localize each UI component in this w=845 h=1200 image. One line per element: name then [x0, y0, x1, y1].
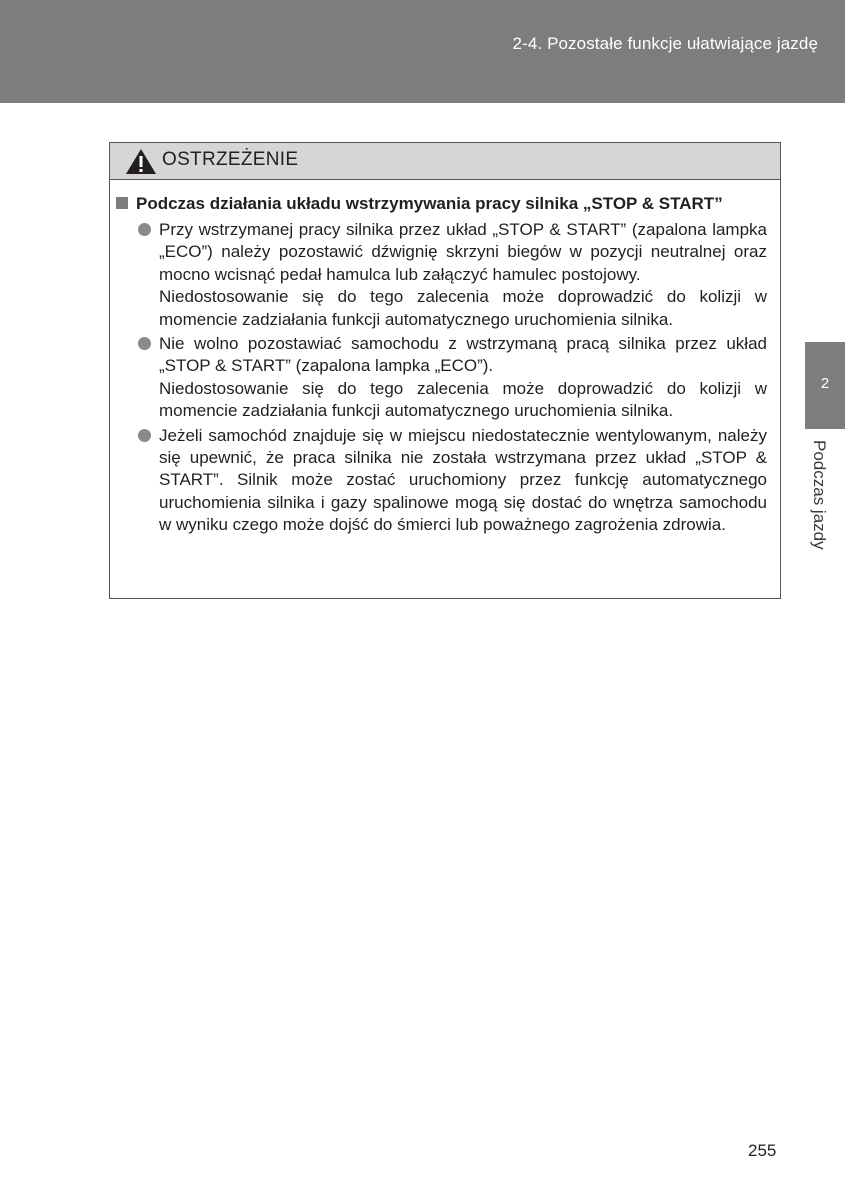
list-item-text: Jeżeli samochód znajduje się w miejscu niedostatecznie wentylowanym, należy się upewnić, że praca silnika nie została wstrzymana przez układ „STOP & START”. Silnik może zostać uruchomiony przez funkcję automatycznego uruchomienia silnika i gazy spalinowe mogą się dostać do wnętrza samochodu w wyniku czego może dojść do śmierci lub poważnego zagrożenia zdrowia.	[159, 425, 767, 535]
chapter-label: Podczas jazdy	[810, 440, 829, 550]
square-bullet-icon	[116, 197, 128, 209]
bullet-dot-icon	[138, 337, 151, 350]
list-item-text: Nie wolno pozostawiać samochodu z wstrzymaną pracą silnika przez układ „STOP & START” (zapalona lampka „ECO”).	[159, 334, 767, 376]
warning-title: OSTRZEŻENIE	[162, 149, 299, 170]
list-item-text: Przy wstrzymanej pracy silnika przez układ „STOP & START” (zapalona lampka „ECO”) należy pozostawić dźwignię skrzyni biegów w pozycji neutralnej oraz mocno wcisnąć pedał hamulca lub załączyć hamulec postojowy.	[159, 220, 767, 284]
section-title: 2-4. Pozostałe funkcje ułatwiające jazdę	[512, 34, 818, 53]
warning-list	[138, 219, 767, 539]
list-item	[138, 333, 767, 423]
warning-header	[110, 143, 780, 180]
list-item	[138, 219, 767, 331]
bullet-dot-icon	[138, 223, 151, 236]
list-item-note: Niedostosowanie się do tego zalecenia może doprowadzić do kolizji w momencie zadziałania funkcji automatycznego uruchomienia silnika.	[159, 287, 767, 329]
warning-subheading	[116, 193, 772, 215]
list-item-note: Niedostosowanie się do tego zalecenia może doprowadzić do kolizji w momencie zadziałania funkcji automatycznego uruchomienia silnika.	[159, 378, 767, 421]
bullet-dot-icon	[138, 429, 151, 442]
header-bar	[0, 0, 845, 103]
warning-box	[109, 142, 781, 599]
list-item	[138, 425, 767, 537]
page-number: 255	[748, 1141, 777, 1160]
warning-subheading-text: Podczas działania układu wstrzymywania pracy silnika „STOP & START”	[136, 194, 723, 213]
warning-triangle-icon	[125, 148, 157, 175]
chapter-tab	[805, 342, 845, 429]
chapter-number: 2	[820, 375, 830, 392]
